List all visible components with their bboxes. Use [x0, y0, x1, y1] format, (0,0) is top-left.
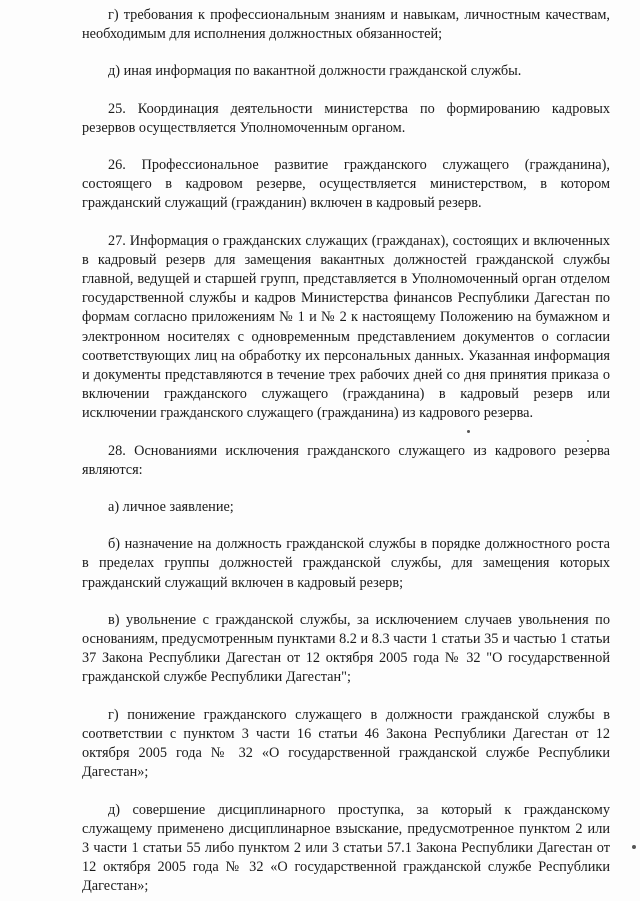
- paragraph-item-a: а) личное заявление;: [108, 499, 234, 516]
- paragraph-26: 26. Профессиональное развитие гражданского служащего (гражданина), состоящего в кадровом резерве, осуществляется министерством, в котором гражданский служащий (гражданин) включен в кадровый резерв.: [82, 157, 610, 212]
- paragraph-item-b: б) назначение на должность гражданской службы в порядке должностного роста в пределах группы должностей гражданской службы, для замещения которых гражданский служащий включен в кадровый резерв;: [82, 536, 610, 591]
- document-body: [82, 6, 610, 915]
- scan-speck: [467, 430, 470, 433]
- paragraph-27: 27. Информация о гражданских служащих (гражданах), состоящих и включенных в кадровый резерв для замещения вакантных должностей гражданской службы главной, ведущей и старшей групп, представляется в Уполномоченный орган отделом государственной службы и кадров Министерства финансов Республики Дагестан по формам согласно приложениям № 1 и № 2 к настоящему Положению на бумажном и электронном носителях с одновременным представлением документов о согласии соответствующих лиц на обработку их персональных данных. Указанная информация и документы представляются в течение трех рабочих дней со дня принятия приказа о включении гражданского служащего (гражданина) в кадровый резерв или исключении гражданского служащего (гражданина) из кадрового резерва.: [82, 232, 610, 422]
- paragraph-item-d-disciplinary: д) совершение дисциплинарного проступка, за который к гражданскому служащему применено дисциплинарное взыскание, предусмотренное пунктом 2 или 3 части 1 статьи 55 либо пунктом 2 или 3 статьи 57.1 Закона Республики Дагестан от 12 октября 2005 года № 32 «О государственной гражданской службе Республики Дагестан»;: [82, 801, 610, 895]
- scan-speck: [632, 845, 636, 849]
- paragraph-item-g-demotion: г) понижение гражданского служащего в должности гражданской службы в соответствии с пунктом 3 части 16 статьи 46 Закона Республики Дагестан от 12 октября 2005 года № 32 «О государственной гражданской службе Республики Дагестан»;: [82, 706, 610, 781]
- paragraph-28: 28. Основаниями исключения гражданского служащего из кадрового резерва являются:: [82, 442, 610, 478]
- paragraph-item-d-other-info: д) иная информация по вакантной должности гражданской службы.: [108, 63, 522, 80]
- scan-speck: [587, 440, 589, 442]
- paragraph-25: 25. Координация деятельности министерства по формированию кадровых резервов осуществляется Уполномоченным органом.: [82, 100, 610, 136]
- paragraph-item-v: в) увольнение с гражданской службы, за исключением случаев увольнения по основаниям, предусмотренным пунктами 8.2 и 8.3 части 1 статьи 35 и частью 1 статьи 37 Закона Республики Дагестан от 12 октября 2005 года № 32 "О государственной гражданской службе Республики Дагестан";: [82, 611, 610, 686]
- paragraph-item-g-requirements: г) требования к профессиональным знаниям и навыкам, личностным качествам, необходимым для исполнения должностных обязанностей;: [82, 7, 610, 43]
